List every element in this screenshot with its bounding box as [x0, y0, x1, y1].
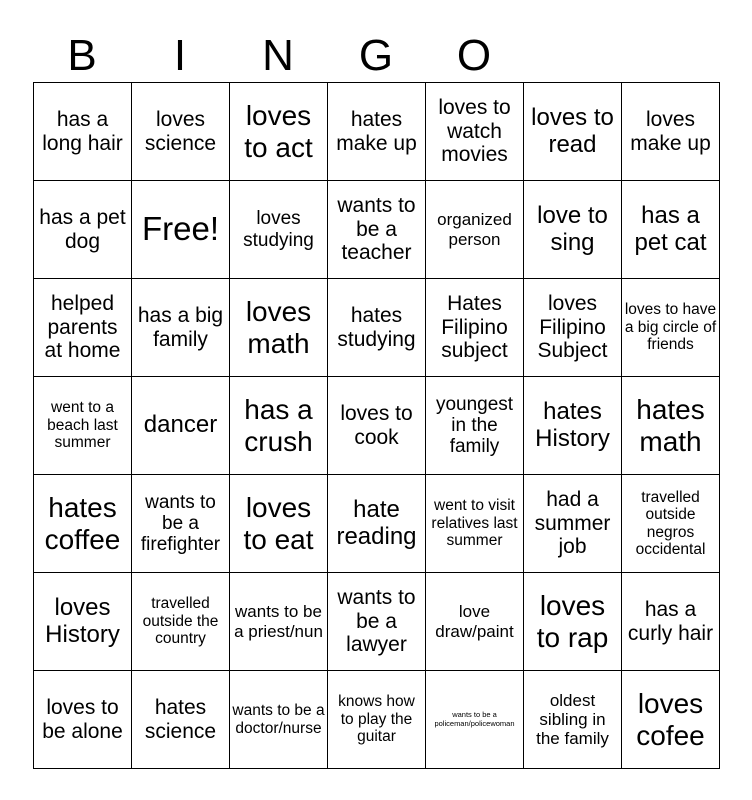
- header-letter-o: O: [456, 31, 492, 80]
- cell-text: love draw/paint: [435, 602, 514, 641]
- bingo-cell[interactable]: [132, 671, 230, 769]
- cell-text: loves math: [245, 296, 312, 359]
- cell-text: went to visit relatives last summer: [431, 497, 518, 550]
- bingo-cell[interactable]: [426, 279, 524, 377]
- bingo-cell[interactable]: [622, 377, 720, 475]
- bingo-cell[interactable]: [426, 671, 524, 769]
- bingo-cell[interactable]: [622, 573, 720, 671]
- cell-text: loves to read: [531, 103, 614, 158]
- cell-text: dancer: [143, 411, 218, 439]
- cell-text: loves to have a big circle of friends: [624, 301, 717, 354]
- cell-text: hates studying: [337, 303, 416, 351]
- cell-text: loves to eat: [243, 492, 314, 555]
- bingo-cell[interactable]: [34, 279, 132, 377]
- cell-text: travelled outside the country: [142, 595, 219, 648]
- bingo-cell[interactable]: [132, 181, 230, 279]
- bingo-cell[interactable]: [132, 83, 230, 181]
- header-letter-g: G: [358, 31, 394, 80]
- bingo-cell[interactable]: [230, 475, 328, 573]
- cell-text: has a big family: [137, 303, 224, 351]
- bingo-cell[interactable]: [524, 671, 622, 769]
- cell-text: love to sing: [537, 201, 608, 256]
- cell-text: wants to be a doctor/nurse: [232, 702, 325, 737]
- bingo-cell[interactable]: [132, 377, 230, 475]
- cell-text: went to a beach last summer: [47, 399, 118, 452]
- cell-text: hates science: [144, 695, 217, 743]
- bingo-cell[interactable]: [524, 475, 622, 573]
- bingo-cell[interactable]: [34, 671, 132, 769]
- bingo-cell[interactable]: [132, 475, 230, 573]
- header-letter-n: N: [262, 31, 294, 80]
- bingo-cell[interactable]: [426, 83, 524, 181]
- cell-text: travelled outside negros occidental: [635, 488, 706, 558]
- bingo-cell[interactable]: [34, 573, 132, 671]
- cell-text: Hates Filipino subject: [441, 292, 508, 363]
- cell-text: loves cofee: [636, 688, 705, 751]
- bingo-cell[interactable]: [34, 475, 132, 573]
- bingo-cell[interactable]: [524, 377, 622, 475]
- bingo-cell[interactable]: [426, 573, 524, 671]
- cell-text: had a summer job: [534, 488, 611, 559]
- bingo-cell[interactable]: [622, 279, 720, 377]
- bingo-cell[interactable]: [622, 671, 720, 769]
- header-letter-b: B: [67, 31, 97, 80]
- cell-text: hates math: [636, 394, 705, 457]
- cell-text: organized person: [437, 210, 512, 249]
- bingo-cell[interactable]: [426, 377, 524, 475]
- bingo-cell[interactable]: [328, 279, 426, 377]
- cell-text: has a crush: [244, 394, 313, 457]
- bingo-cell[interactable]: [328, 377, 426, 475]
- cell-text: loves to rap: [536, 590, 609, 653]
- bingo-cell[interactable]: [328, 83, 426, 181]
- cell-text: wants to be a firefighter: [140, 491, 221, 556]
- bingo-board: [33, 82, 720, 769]
- cell-text: hates History: [535, 397, 610, 452]
- bingo-cell[interactable]: [230, 181, 328, 279]
- cell-text: has a pet cat: [634, 201, 707, 256]
- cell-text: oldest sibling in the family: [536, 690, 609, 749]
- bingo-cell[interactable]: [230, 279, 328, 377]
- cell-text: hates coffee: [44, 492, 121, 555]
- cell-text: has a curly hair: [627, 597, 714, 645]
- bingo-cell[interactable]: [230, 83, 328, 181]
- bingo-cell[interactable]: [132, 279, 230, 377]
- cell-text: wants to be a priest/nun: [234, 602, 323, 641]
- bingo-cell[interactable]: [622, 83, 720, 181]
- cell-text: wants to be a policeman/policewoman: [434, 710, 515, 728]
- cell-text: hate reading: [336, 495, 417, 550]
- cell-text: knows how to play the guitar: [338, 693, 415, 746]
- bingo-cell[interactable]: [426, 475, 524, 573]
- cell-text: loves studying: [243, 208, 314, 251]
- bingo-cell[interactable]: [426, 181, 524, 279]
- bingo-cell[interactable]: [34, 377, 132, 475]
- bingo-cell[interactable]: [524, 83, 622, 181]
- cell-text: loves science: [144, 107, 217, 155]
- bingo-cell[interactable]: [230, 377, 328, 475]
- cell-text: loves to act: [244, 100, 313, 163]
- free-space-text: Free!: [141, 210, 220, 248]
- cell-text: wants to be a teacher: [337, 194, 416, 265]
- cell-text: has a pet dog: [39, 205, 126, 253]
- bingo-cell[interactable]: [622, 475, 720, 573]
- cell-text: has a long hair: [42, 107, 123, 155]
- bingo-cell[interactable]: [34, 181, 132, 279]
- bingo-header: [33, 30, 719, 82]
- bingo-cell[interactable]: [328, 573, 426, 671]
- cell-text: loves to cook: [340, 401, 413, 449]
- bingo-cell[interactable]: [34, 83, 132, 181]
- bingo-cell[interactable]: [524, 573, 622, 671]
- bingo-cell[interactable]: [328, 671, 426, 769]
- bingo-cell[interactable]: [328, 475, 426, 573]
- cell-text: loves make up: [630, 107, 711, 155]
- bingo-cell[interactable]: [524, 279, 622, 377]
- cell-text: wants to be a lawyer: [337, 586, 416, 657]
- cell-text: loves to be alone: [42, 695, 123, 743]
- bingo-cell[interactable]: [230, 671, 328, 769]
- cell-text: loves Filipino Subject: [537, 292, 608, 363]
- bingo-cell[interactable]: [132, 573, 230, 671]
- cell-text: loves to watch movies: [438, 96, 511, 167]
- cell-text: hates make up: [336, 107, 417, 155]
- cell-text: youngest in the family: [435, 393, 514, 458]
- bingo-cell[interactable]: [230, 573, 328, 671]
- cell-text: helped parents at home: [44, 292, 121, 363]
- bingo-cell[interactable]: [622, 181, 720, 279]
- cell-text: loves History: [45, 593, 120, 648]
- bingo-cell[interactable]: [328, 181, 426, 279]
- bingo-cell[interactable]: [524, 181, 622, 279]
- header-letter-i: I: [173, 31, 187, 80]
